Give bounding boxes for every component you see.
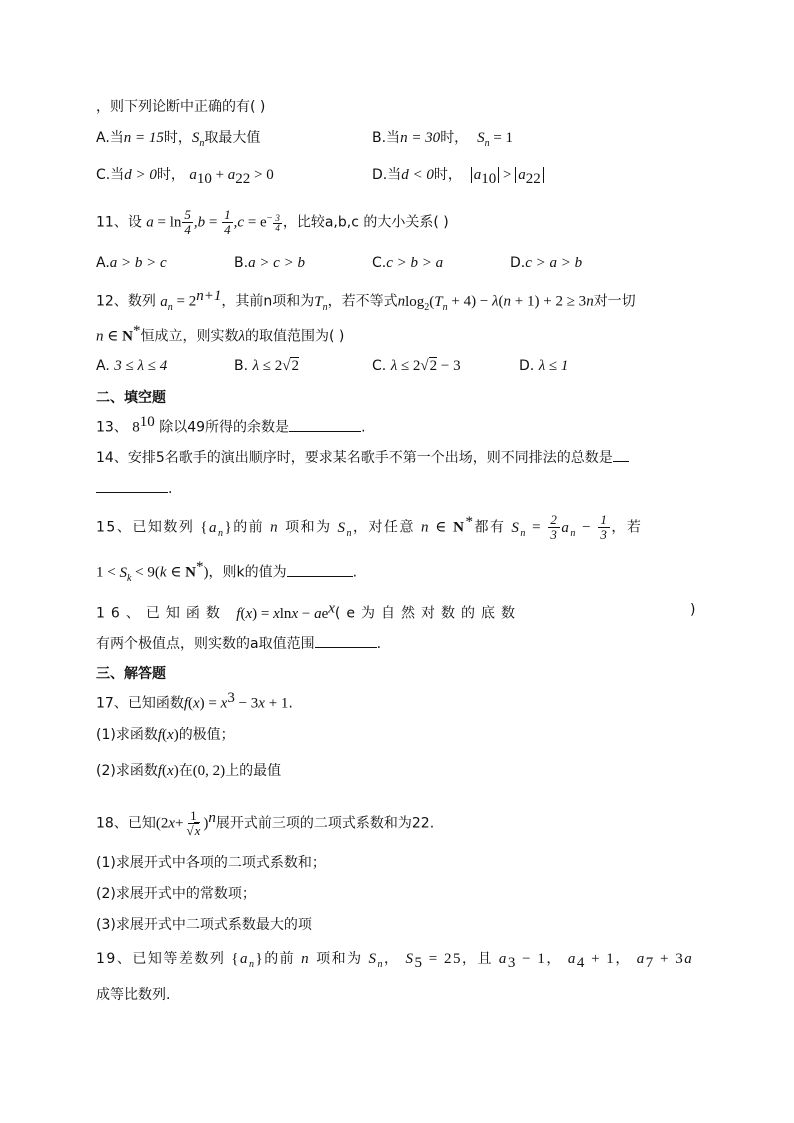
q10-option-a: A.当n = 15时，$S_n$取最大值 [96,130,261,149]
q12-option-c: C. λ ≤ 2√2 − 3 [372,358,461,374]
q10-option-c: C.当d > 0时， $a_{10} + a_{22} > 0$ [96,167,274,187]
q16-answer-blank[interactable] [315,633,377,648]
q16-line2: 有两个极值点，则实数的a取值范围 . [96,633,381,654]
q17-stem: 17、已知函数$f(x) = x^3 - 3x + 1$. [96,690,293,712]
q16-line1: 16、已知函数 $f(x) = xlnx - ae^x(e$为自然对数的底数 [96,600,521,622]
q16-close-paren: ) [690,602,696,618]
q18-part1: (1)求展开式中各项的二项式系数和； [96,855,326,871]
q13-answer-blank[interactable] [289,417,361,432]
q18-part3: (3)求展开式中二项式系数最大的项 [96,917,312,933]
q10-option-b: B.当n = 30时， $S_n = 1$ [372,130,514,149]
q11-option-b: B.a > c > b [234,255,305,271]
q10-option-d: D.当d < 0时， $a_{10} > a_{22}$ [372,165,544,189]
q19-line1: 19、已知等差数列 $\{a_n\}$的前 n 项和为 $S_n$， $S_5 = 25$，且 $a_3 - 1$， $a_4 + 1$， $a_7 + 3a$ [96,951,694,971]
q18-part2: (2)求展开式中的常数项； [96,886,256,902]
q12-option-d: D. λ ≤ 1 [519,358,569,374]
q17-part1: (1)求函数f(x)的极值； [96,727,235,743]
q12-stem-line1: 12、数列 $a_n = 2^{n+1}$，其前n项和为$T_n$，若不等式$nlog_2(T_n + 4) - \lambda(n + 1) + 2 \ge 3n$对一切 [96,288,636,313]
q15-line2: $1 < S_k < 9(k$ ∈ N*)，则k的值为 . [96,559,358,584]
q18-stem: 18、已知(2x+ $\frac{1}{√x}$ )$^n$展开式前三项的二项式系数和为22. [96,808,435,839]
q11-option-a: A.a > b > c [96,255,167,271]
q12-option-a: A. 3 ≤ λ ≤ 4 [96,358,168,374]
section-answer-heading: 三、解答题 [96,666,166,682]
q14-answer-blank[interactable] [96,478,168,493]
q12-option-b: B. λ ≤ 2√2 [234,358,299,374]
q11-option-d: D.c > a > b [510,255,583,271]
q13: 13、 $8^{10}$ 除以49所得的余数是 . [96,414,366,436]
q12-stem-line2: n ∈ N*恒成立，则实数λ的取值范围为( ) [96,323,345,345]
q11-option-c: C.c > b > a [372,255,444,271]
q17-part2: (2)求函数f(x)在(0, 2)上的最值 [96,763,282,779]
q19-line2: 成等比数列. [96,987,171,1003]
q11-stem: 11、设 a = ln $\frac{5}{4}$ ,b = $\frac{1}{4}$ ,c = e− $\frac{3}{4}$ ，比较a,b,c 的大小关系( ) [96,207,449,237]
q14-line2: . [96,478,172,499]
q14: 14、安排5名歌手的演出顺序时，要求某名歌手不第一个出场，则不同排法的总数是 [96,447,629,468]
q15-line1: 15、已知数列 $\{a_n\}$的前 n 项和为 $S_n$，对任意 n ∈ N*都有 $S_n$ = $\frac{2}{3}$ $a_n$ − $\frac{1}{3}$ ，若 [96,512,643,543]
section-fill-in-heading: 二、填空题 [96,390,166,406]
q15-answer-blank[interactable] [287,562,353,577]
q10-intro: ，则下列论断中正确的有( ) [96,99,266,115]
